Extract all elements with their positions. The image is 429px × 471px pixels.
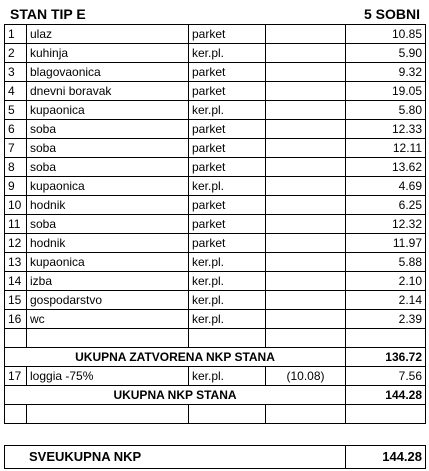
closed-total-row [5,348,426,367]
row-number: 7 [5,139,27,158]
closed-total-label: UKUPNA ZATVORENA NKP STANA [5,348,346,367]
grand-total-value: 144.28 [346,446,426,469]
room-row [5,25,426,44]
room-row [5,177,426,196]
room-name: loggia -75% [27,367,189,386]
room-area: 12.33 [346,120,426,139]
floor-type: parket [189,196,266,215]
room-row [5,253,426,272]
floor-type: ker.pl. [189,253,266,272]
row-number: 16 [5,310,27,329]
extra-value [266,44,346,63]
row-number: 2 [5,44,27,63]
extra-value [266,82,346,101]
floor-type: parket [189,158,266,177]
room-area: 2.39 [346,310,426,329]
room-area: 9.32 [346,63,426,82]
room-name: kupaonica [27,253,189,272]
floor-type: ker.pl. [189,177,266,196]
row-number: 15 [5,291,27,310]
room-name: ulaz [27,25,189,44]
room-name: gospodarstvo [27,291,189,310]
closed-total-value: 136.72 [346,348,426,367]
room-row [5,120,426,139]
room-name: wc [27,310,189,329]
floor-type: ker.pl. [189,272,266,291]
room-area: 12.11 [346,139,426,158]
extra-value [266,253,346,272]
extra-value [266,291,346,310]
row-number: 3 [5,63,27,82]
room-row [5,158,426,177]
row-number: 5 [5,101,27,120]
room-row [5,272,426,291]
area-table [4,24,426,424]
floor-type: parket [189,120,266,139]
extra-value [266,234,346,253]
row-number: 4 [5,82,27,101]
loggia-row [5,367,426,386]
room-name: hodnik [27,196,189,215]
room-area: 5.90 [346,44,426,63]
room-name: soba [27,158,189,177]
floor-type: parket [189,63,266,82]
extra-value [266,272,346,291]
nkp-total-label: UKUPNA NKP STANA [5,386,346,405]
room-name: kupaonica [27,101,189,120]
room-row [5,139,426,158]
extra-value [266,310,346,329]
floor-type: parket [189,139,266,158]
floor-type: parket [189,215,266,234]
room-area: 11.97 [346,234,426,253]
floor-type: ker.pl. [189,44,266,63]
room-row [5,310,426,329]
extra-value [266,215,346,234]
extra-value [266,196,346,215]
grand-total-row [5,446,426,469]
room-row [5,101,426,120]
room-name: izba [27,272,189,291]
room-area: 13.62 [346,158,426,177]
room-rows [5,25,426,329]
floor-type: parket [189,25,266,44]
loggia-gross-area: (10.08) [266,367,346,386]
apartment-type-title: STAN TIP E [10,6,86,22]
room-area: 4.69 [346,177,426,196]
row-number: 1 [5,25,27,44]
room-name: dnevni boravak [27,82,189,101]
grand-total-label: SVEUKUPNA NKP [5,446,346,469]
floor-type: parket [189,234,266,253]
row-number: 13 [5,253,27,272]
room-area: 10.85 [346,25,426,44]
room-area: 7.56 [346,367,426,386]
room-area: 2.14 [346,291,426,310]
room-name: kuhinja [27,44,189,63]
spacer-row [5,405,426,424]
row-number: 6 [5,120,27,139]
floor-type: parket [189,82,266,101]
room-name: soba [27,120,189,139]
row-number: 9 [5,177,27,196]
extra-value [266,139,346,158]
row-number: 8 [5,158,27,177]
room-name: kupaonica [27,177,189,196]
extra-value [266,158,346,177]
room-row [5,63,426,82]
room-row [5,234,426,253]
room-name: blagovaonica [27,63,189,82]
room-count-label: 5 SOBNI [363,6,420,22]
room-row [5,82,426,101]
room-area: 5.88 [346,253,426,272]
room-row [5,215,426,234]
extra-value [266,177,346,196]
row-number: 12 [5,234,27,253]
room-name: soba [27,139,189,158]
room-name: soba [27,215,189,234]
row-number: 17 [5,367,27,386]
room-area: 6.25 [346,196,426,215]
floor-type: ker.pl. [189,367,266,386]
spacer-row [5,329,426,348]
room-name: hodnik [27,234,189,253]
room-row [5,44,426,63]
nkp-total-value: 144.28 [346,386,426,405]
floor-type: ker.pl. [189,310,266,329]
room-area: 5.80 [346,101,426,120]
extra-value [266,101,346,120]
nkp-total-row [5,386,426,405]
row-number: 14 [5,272,27,291]
extra-value [266,25,346,44]
grand-total-table [4,445,426,469]
room-area: 19.05 [346,82,426,101]
floor-type: ker.pl. [189,101,266,120]
extra-value [266,120,346,139]
room-row [5,291,426,310]
extra-value [266,63,346,82]
room-area: 12.32 [346,215,426,234]
row-number: 11 [5,215,27,234]
row-number: 10 [5,196,27,215]
room-row [5,196,426,215]
floor-type: ker.pl. [189,291,266,310]
room-area: 2.10 [346,272,426,291]
